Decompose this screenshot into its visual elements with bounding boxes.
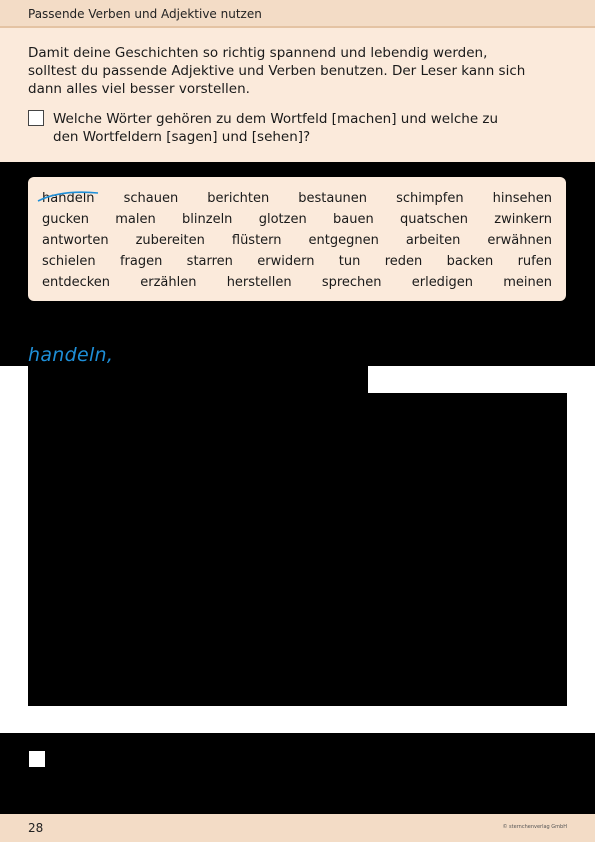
word-item: erwähnen xyxy=(487,232,552,248)
task-text: Welche Wörter gehören zu dem Wortfeld [machen] und welche zu den Wortfeldern [sagen] und [sehen]? xyxy=(53,111,499,145)
word-item: sprechen xyxy=(321,274,382,290)
word-item: malen xyxy=(115,211,156,227)
checkbox-square[interactable] xyxy=(29,751,45,767)
word-box xyxy=(28,177,566,301)
word-item: erwidern xyxy=(257,253,315,269)
word-row xyxy=(42,188,552,208)
word-item: tun xyxy=(338,253,361,269)
word-item: antworten xyxy=(42,232,109,248)
page-margin-left xyxy=(0,366,28,733)
word-item: fragen xyxy=(119,253,163,269)
word-item: hinsehen xyxy=(492,190,552,206)
page-blank-strip xyxy=(368,366,595,393)
word-item: entgegnen xyxy=(308,232,379,248)
task-checkbox[interactable] xyxy=(28,110,44,126)
word-item: erledigen xyxy=(411,274,474,290)
word-item: berichten xyxy=(207,190,270,206)
copyright-text: © sternchenverlag GmbH xyxy=(502,824,567,830)
word-item: schimpfen xyxy=(396,190,464,206)
word-item: reden xyxy=(384,253,423,269)
handwritten-answer: handeln, xyxy=(28,344,114,366)
word-row xyxy=(42,209,552,229)
page-margin-right xyxy=(567,366,595,733)
word-item: handeln xyxy=(42,191,95,206)
word-item: zubereiten xyxy=(135,232,205,248)
word-item: zwinkern xyxy=(494,211,552,227)
page-title: Passende Verben und Adjektive nutzen xyxy=(28,7,262,21)
word-row xyxy=(42,251,552,271)
word-row xyxy=(42,230,552,250)
intro-paragraph: Damit deine Geschichten so richtig spannend und lebendig werden, solltest du passende Adjektive und Verben benutzen. Der Leser kann sich dann alles viel besser vorstellen. xyxy=(28,45,526,97)
word-item: schauen xyxy=(123,190,179,206)
page-blank-bottom xyxy=(0,706,595,733)
word-item: erzählen xyxy=(140,274,197,290)
word-item: backen xyxy=(446,253,494,269)
word-item: schielen xyxy=(42,253,96,269)
word-item: rufen xyxy=(517,253,552,269)
strike-mark xyxy=(36,187,100,205)
word-item: flüstern xyxy=(231,232,282,248)
page-footer xyxy=(0,814,595,842)
word-row xyxy=(42,272,552,292)
word-item: bestaunen xyxy=(298,190,368,206)
word-item: blinzeln xyxy=(182,211,233,227)
word-item: glotzen xyxy=(258,211,307,227)
page-number: 28 xyxy=(28,821,44,835)
word-item: gucken xyxy=(42,211,89,227)
intro-section xyxy=(0,28,595,162)
word-item: herstellen xyxy=(226,274,292,290)
page-header xyxy=(0,0,595,28)
word-item: bauen xyxy=(333,211,374,227)
word-item: meinen xyxy=(503,274,552,290)
word-item: quatschen xyxy=(400,211,468,227)
word-item: entdecken xyxy=(42,274,111,290)
word-item: starren xyxy=(186,253,233,269)
word-item: arbeiten xyxy=(405,232,461,248)
